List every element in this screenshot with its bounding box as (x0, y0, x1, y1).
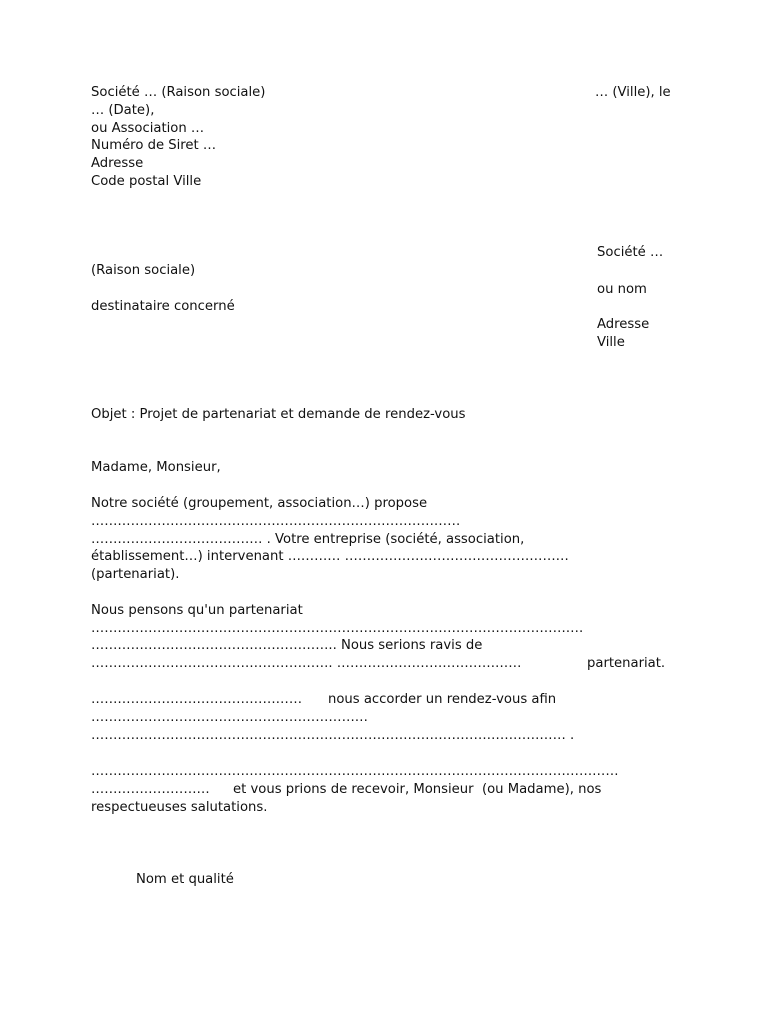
para2-line4b: partenariat. (587, 656, 666, 671)
subject-line: Objet : Projet de partenariat et demande de rendez-vous (91, 407, 466, 422)
para2-line1: Nous pensons qu'un partenariat (91, 603, 303, 618)
signature-name-title: Nom et qualité (136, 872, 234, 887)
para3-line3: ……………………………………………………………………………………………… . (91, 728, 575, 743)
para3-line1b: nous accorder un rendez-vous afin (328, 692, 557, 707)
sender-address: Adresse (91, 156, 144, 171)
recipient-raison-sociale: (Raison sociale) (91, 263, 196, 278)
para3-line1a: ………………………………………… (91, 692, 302, 707)
para1-line2: ………………………………………………………………………… (91, 514, 461, 529)
para2-line2: …………………………………………………………………………………………………. (91, 621, 584, 636)
sender-association: ou Association … (91, 121, 205, 136)
recipient-company: Société … (597, 245, 664, 260)
para2-line4a: ………………………………………………. …………………………………… (91, 656, 522, 671)
sender-date: … (Date), (91, 103, 155, 118)
para2-line3: ……………………………………………….. Nous serions ravis de (91, 638, 483, 653)
place-date: … (Ville), le (595, 85, 671, 100)
para4-line2a: ……………………… (91, 782, 210, 797)
para4-line3: respectueuses salutations. (91, 800, 268, 815)
sender-city: Code postal Ville (91, 174, 202, 189)
para1-line3: ………………………………… . Votre entreprise (société, association, (91, 532, 525, 547)
para1-line1: Notre société (groupement, association…) propose (91, 496, 428, 511)
recipient-city: Ville (597, 335, 625, 350)
para1-line4: établissement…) intervenant ………… …………………………………………… (91, 549, 569, 564)
sender-company: Société … (Raison sociale) (91, 85, 266, 100)
sender-siret: Numéro de Siret … (91, 138, 217, 153)
para4-line1: ………………………………………………………………………………………………………… (91, 764, 619, 779)
para3-line2: ……………………………………………………… (91, 710, 368, 725)
para1-line5: (partenariat). (91, 567, 180, 582)
recipient-address: Adresse (597, 317, 650, 332)
salutation: Madame, Monsieur, (91, 460, 221, 475)
recipient-concerned: destinataire concerné (91, 299, 235, 314)
para4-line2b: et vous prions de recevoir, Monsieur (ou Madame), nos (233, 782, 602, 797)
recipient-name: ou nom (597, 282, 647, 297)
